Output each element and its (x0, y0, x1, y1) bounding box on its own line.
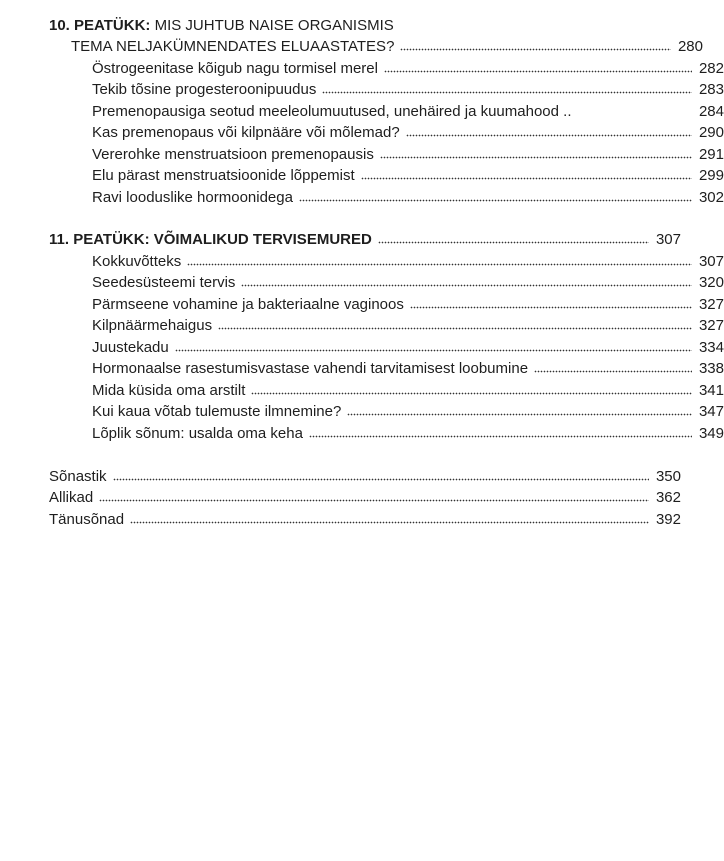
section-page: 338 (698, 360, 724, 377)
leader-dots (218, 326, 692, 330)
toc-entry (0, 36, 703, 56)
section-title: Hormonaalse rasestumisvastase vahendi tarvitamisest loobumine (92, 360, 529, 377)
leader-dots (175, 348, 692, 352)
toc-entry (0, 165, 724, 185)
section-title: Pärmseene vohamine ja bakteriaalne vaginoos (92, 296, 404, 313)
leader-dots (130, 520, 649, 524)
back-matter-page: 392 (655, 511, 681, 528)
section-title: Östrogeenitase kõigub nagu tormisel merel (92, 60, 378, 77)
section-title: Kas premenopaus või kilpnääre või mõlemad? (92, 124, 400, 141)
section-page: 290 (698, 124, 724, 141)
section-page: 320 (698, 274, 724, 291)
toc-entry (0, 58, 724, 78)
toc-entry (0, 294, 724, 314)
leader-dots (241, 283, 692, 287)
section-page: 302 (698, 189, 724, 206)
toc-entry (0, 122, 724, 142)
toc-entry (0, 380, 724, 400)
section-page: 327 (698, 296, 724, 313)
section-page: 349 (698, 425, 724, 442)
chapter-10-heading (0, 15, 681, 35)
chapter-10-title-line2: TEMA NELJAKÜMNENDATES ELUAASTATES? (71, 38, 395, 55)
section-page: 283 (698, 81, 724, 98)
toc-entry (0, 315, 724, 335)
section-page: 307 (698, 253, 724, 270)
section-title: Premenopausiga seotud meeleolumuutused, unehäired ja kuumahood .. (92, 103, 572, 120)
back-matter-page: 350 (655, 468, 681, 485)
chapter-10-title-line1: MIS JUHTUB NAISE ORGANISMIS (154, 17, 394, 34)
back-matter-title: Allikad (49, 489, 94, 506)
section-page: 282 (698, 60, 724, 77)
leader-dots (251, 391, 692, 395)
section-page: 284 (698, 103, 724, 120)
section-title: Kokkuvõtteks (92, 253, 182, 270)
section-title: Lõplik sõnum: usalda oma keha (92, 425, 303, 442)
leader-dots (113, 477, 649, 481)
leader-dots (347, 412, 692, 416)
section-page: 334 (698, 339, 724, 356)
toc-entry (0, 401, 724, 421)
section-title: Kilpnäärmehaigus (92, 317, 213, 334)
chapter-11-title: 11. PEATÜKK: VÕIMALIKUD TERVISEMURED (49, 231, 372, 248)
toc-entry (0, 187, 724, 207)
leader-dots (361, 176, 692, 180)
leader-dots (410, 305, 692, 309)
toc-entry (0, 358, 724, 378)
section-page: 327 (698, 317, 724, 334)
section-page: 291 (698, 146, 724, 163)
back-matter-page: 362 (655, 489, 681, 506)
section-title: Vererohke menstruatsioon premenopausis (92, 146, 374, 163)
toc-entry (0, 272, 724, 292)
toc-entry (0, 487, 681, 507)
leader-dots (309, 434, 692, 438)
toc-entry (0, 466, 681, 486)
leader-dots (299, 198, 692, 202)
section-title: Elu pärast menstruatsioonide lõppemist (92, 167, 355, 184)
chapter-11-page: 307 (655, 231, 681, 248)
toc-entry (0, 251, 724, 271)
toc-entry (0, 79, 724, 99)
toc-entry (0, 423, 724, 443)
leader-dots (380, 155, 692, 159)
toc-entry (0, 144, 724, 164)
leader-dots (378, 240, 649, 244)
toc-entry (0, 101, 724, 121)
section-title: Seedesüsteemi tervis (92, 274, 236, 291)
section-page: 341 (698, 382, 724, 399)
toc-entry (0, 509, 681, 529)
toc-entry (0, 337, 724, 357)
section-page: 347 (698, 403, 724, 420)
leader-dots (187, 262, 692, 266)
leader-dots (384, 69, 692, 73)
back-matter-title: Sõnastik (49, 468, 107, 485)
back-matter-title: Tänusõnad (49, 511, 125, 528)
leader-dots (534, 369, 692, 373)
chapter-11-heading (0, 229, 681, 249)
section-title: Juustekadu (92, 339, 169, 356)
section-title: Ravi looduslike hormoonidega (92, 189, 293, 206)
leader-dots (400, 47, 671, 51)
leader-dots (99, 498, 649, 502)
section-title: Mida küsida oma arstilt (92, 382, 246, 399)
chapter-10-page: 280 (677, 38, 703, 55)
section-title: Tekib tõsine progesteroonipuudus (92, 81, 317, 98)
leader-dots (322, 90, 692, 94)
section-title: Kui kaua võtab tulemuste ilmnemine? (92, 403, 342, 420)
section-page: 299 (698, 167, 724, 184)
leader-dots (406, 133, 692, 137)
chapter-10-number: 10. PEATÜKK: (49, 17, 151, 34)
